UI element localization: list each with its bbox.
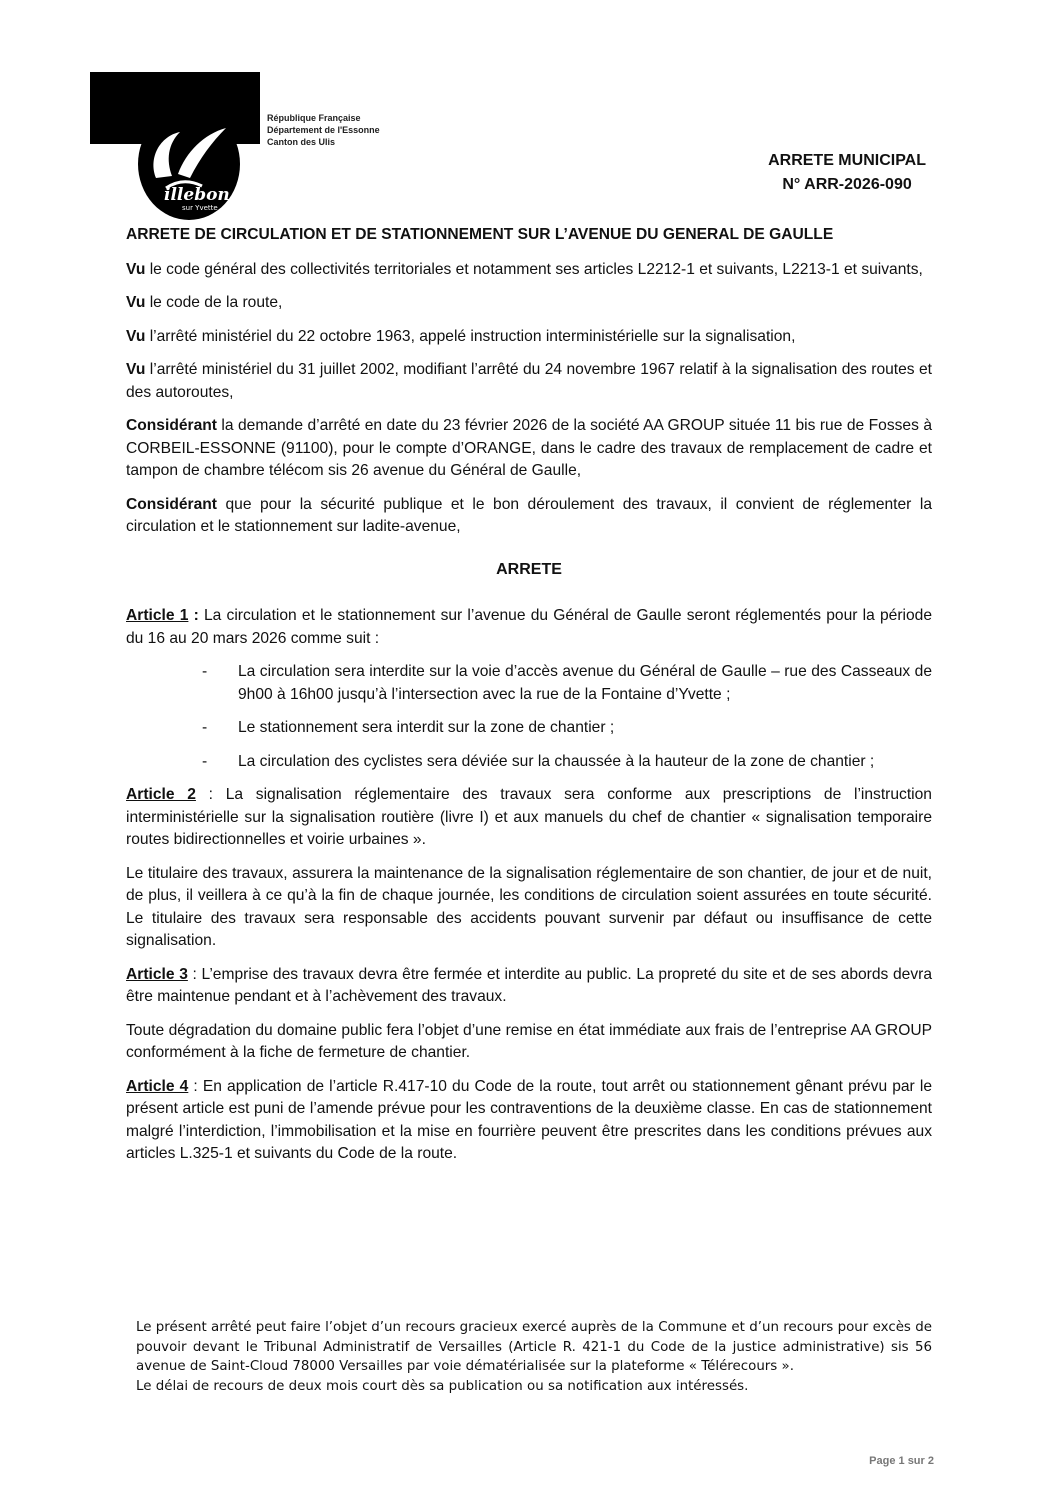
article-3-label: Article 3 (126, 965, 188, 983)
villebon-logo (90, 72, 260, 222)
article-1 (126, 605, 932, 650)
article-2-label: Article 2 (126, 786, 196, 803)
preamble-lead: Vu (126, 260, 146, 278)
preamble-item (126, 415, 932, 483)
preamble-text: le code de la route, (145, 294, 283, 311)
preamble-item (126, 494, 932, 539)
article-4 (126, 1076, 932, 1166)
preamble-lead: Vu (126, 327, 146, 345)
article-2 (126, 784, 932, 852)
decision-heading: ARRETE (496, 560, 562, 578)
list-item-text: La circulation des cyclistes sera déviée sur la chaussée à la hauteur de la zone de chantier ; (238, 752, 875, 770)
header-line-republique: République Française (267, 113, 361, 123)
preamble-lead: Considérant (126, 495, 217, 513)
preamble-lead: Considérant (126, 417, 217, 434)
preamble-item (126, 326, 932, 349)
preamble-text: le code général des collectivités territoriales et notamment ses articles L2212-1 et suivants, L2213-1 et suivants, (145, 260, 923, 278)
arrete-reference (768, 149, 926, 197)
arrete-number: N° ARR-2026-090 (782, 176, 912, 193)
list-item-text: La circulation sera interdite sur la voie d’accès avenue du Général de Gaulle – rue des Casseaux de 9h00 à 16h00 jusqu’à l’intersection avec la rue de la Fontaine d’Yvette ; (238, 663, 932, 703)
arrete-label: ARRETE MUNICIPAL (768, 152, 926, 169)
article-4-label: Article 4 (126, 1077, 189, 1095)
article-2-text: : La signalisation réglementaire des travaux sera conforme aux prescriptions de l’instruction interministérielle sur la signalisation routière (livre I) et aux manuels du chef de chantier « signalisation temporaire routes bidirectionnelles et voirie urbaines ». (126, 786, 932, 848)
article-1-list (126, 661, 932, 773)
header-administrative-info (267, 112, 380, 148)
document-body (126, 224, 932, 1177)
article-3-text: : L’emprise des travaux devra être fermée et interdite au public. La propreté du site et de ses abords devra être maintenue pendant et à l’achèvement des travaux. (126, 965, 932, 1005)
preamble-item (126, 259, 932, 282)
dash-bullet: - (202, 719, 208, 736)
preamble-item (126, 292, 932, 315)
footer-recours: Le présent arrêté peut faire l’objet d’un recours gracieux exercé auprès de la Commune et d’un recours pour excès de pouvoir devant le Tribunal Administratif de Versailles (Article R. 421-1 du Code de la justice administrative) sis 56 avenue de Saint-Cloud 78000 Versailles par voie dématérialisée sur la plateforme « Télérecours ». (136, 1320, 932, 1374)
preamble-item (126, 359, 932, 404)
dash-bullet: - (202, 752, 208, 770)
list-item-text: Le stationnement sera interdit sur la zone de chantier ; (238, 719, 615, 736)
list-item (126, 751, 932, 774)
preamble-lead: Vu (126, 361, 146, 378)
list-item (126, 661, 932, 706)
header-line-canton: Canton des Ulis (267, 137, 336, 147)
footer-delai: Le délai de recours de deux mois court dès sa publication ou sa notification aux intéressés. (136, 1378, 749, 1394)
article-3 (126, 964, 932, 1009)
svg-text:illebon: illebon (164, 185, 230, 205)
footer-recours-note (136, 1318, 932, 1396)
preamble-text: la demande d’arrêté en date du 23 février 2026 de la société AA GROUP située 11 bis rue de Fosses à CORBEIL-ESSONNE (91100), pour le compte d’ORANGE, dans le cadre des travaux de remplacement de cadre et tampon de chambre télécom sis 26 avenue du Général de Gaulle, (126, 417, 932, 479)
document-title: ARRETE DE CIRCULATION ET DE STATIONNEMENT SUR L’AVENUE DU GENERAL DE GAULLE (126, 226, 834, 243)
list-item (126, 717, 932, 740)
preamble-text: l’arrêté ministériel du 22 octobre 1963, appelé instruction interministérielle sur la signalisation, (145, 327, 796, 345)
article-4-text: : En application de l’article R.417-10 du Code de la route, tout arrêt ou stationnement gênant prévu par le présent article est puni de l’amende prévue pour les contraventions de la deuxième classe. En cas de stationnement malgré l’interdiction, l’immobilisation et la mise en fourrière peuvent être prescrites dans les conditions prévues aux articles L.325-1 et suivants du Code de la route. (126, 1077, 932, 1162)
preamble-text: l’arrêté ministériel du 31 juillet 2002, modifiant l’arrêté du 24 novembre 1967 relatif à la signalisation des routes et des autoroutes, (126, 361, 932, 401)
header-line-departement: Département de l'Essonne (267, 125, 380, 135)
article-2-extra: Le titulaire des travaux, assurera la maintenance de la signalisation réglementaire de son chantier, de jour et de nuit, de plus, il veillera à ce qu’à la fin de chaque journée, les conditions de circulation soient assurées en toute sécurité. Le titulaire des travaux sera responsable des accidents pouvant survenir par défaut ou insuffisance de cette signalisation. (126, 864, 932, 949)
article-1-text: La circulation et le stationnement sur l’avenue du Général de Gaulle seront réglementés pour la période du 16 au 20 mars 2026 comme suit : (126, 607, 932, 647)
preamble-lead: Vu (126, 294, 146, 311)
article-3-extra: Toute dégradation du domaine public fera l’objet d’une remise en état immédiate aux frais de l’entreprise AA GROUP conformément à la fiche de fermeture de chantier. (126, 1021, 932, 1061)
preamble-text: que pour la sécurité publique et le bon déroulement des travaux, il convient de réglementer la circulation et le stationnement sur ladite-avenue, (126, 495, 932, 535)
article-1-label: Article 1 (126, 607, 189, 624)
bird-logo-icon (138, 108, 240, 220)
article-1-separator: : (188, 607, 199, 624)
dash-bullet: - (202, 663, 208, 680)
svg-text:sur Yvette: sur Yvette (182, 204, 218, 212)
page-number: Page 1 sur 2 (869, 1455, 934, 1467)
